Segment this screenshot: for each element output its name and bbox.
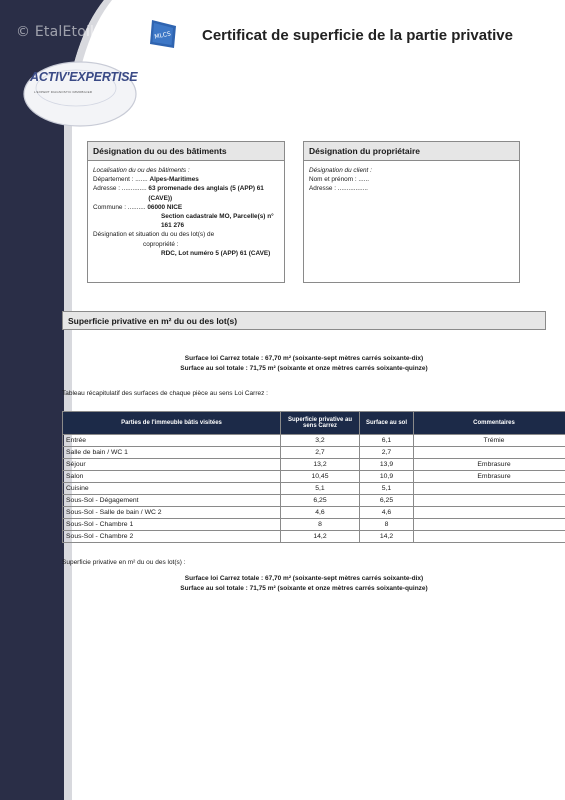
cell-partie: Sous-Sol - Salle de bain / WC 2 xyxy=(63,507,281,519)
cell-carrez: 10,45 xyxy=(281,471,360,483)
cell-partie: Sous-Sol - Dégagement xyxy=(63,495,281,507)
col-header-carrez: Superficie privative au sens Carrez xyxy=(281,412,360,435)
section-cadastrale-value: Section cadastrale MO, Parcelle(s) n° 161 276 xyxy=(161,213,274,230)
col-header-commentaires: Commentaires xyxy=(414,412,565,435)
cell-commentaire xyxy=(414,519,565,531)
logo-tagline: L'EXPERT DIAGNOSTIC IMMOBILIER xyxy=(34,90,93,94)
watermark-text: © EtalEtoile.co xyxy=(16,24,125,40)
table-intro: Tableau récapitulatif des surfaces de chaque pièce au sens Loi Carrez : xyxy=(62,390,268,397)
cell-sol: 6,25 xyxy=(360,495,414,507)
cell-partie: Sous-Sol - Chambre 2 xyxy=(63,531,281,543)
cell-partie: Entrée xyxy=(63,435,281,447)
total-sol-top: Surface au sol totale : 71,75 m² (soixante et onze mètres carrés soixante-quinze) xyxy=(180,365,428,372)
cell-commentaire: Trémie xyxy=(414,435,565,447)
cell-sol: 13,9 xyxy=(360,459,414,471)
cell-sol: 10,9 xyxy=(360,471,414,483)
owner-address-label: Adresse : ................. xyxy=(309,185,368,193)
departement-label: Département : ....... xyxy=(93,176,148,184)
cell-carrez: 6,25 xyxy=(281,495,360,507)
copropriete-label: copropriété : xyxy=(143,240,179,248)
totals-top xyxy=(62,354,546,374)
activ-expertise-logo xyxy=(20,58,140,130)
totals-bottom xyxy=(62,574,546,594)
cell-sol: 4,6 xyxy=(360,507,414,519)
cell-carrez: 3,2 xyxy=(281,435,360,447)
table-row xyxy=(63,495,565,507)
cell-carrez: 13,2 xyxy=(281,459,360,471)
cell-partie: Cuisine xyxy=(63,483,281,495)
cell-sol: 6,1 xyxy=(360,435,414,447)
cell-commentaire: Embrasure xyxy=(414,459,565,471)
cell-carrez: 14,2 xyxy=(281,531,360,543)
table-row xyxy=(63,507,565,519)
commune-value: 06000 NICE xyxy=(147,203,183,211)
cell-sol: 5,1 xyxy=(360,483,414,495)
cell-commentaire xyxy=(414,483,565,495)
cell-partie: Salon xyxy=(63,471,281,483)
designation-label: Désignation et situation du ou des lot(s) de xyxy=(93,231,215,239)
table-row xyxy=(63,435,565,447)
cell-sol: 14,2 xyxy=(360,531,414,543)
table-row xyxy=(63,447,565,459)
total-carrez-bottom: Surface loi Carrez totale : 67,70 m² (soixante-sept mètres carrés soixante-dix) xyxy=(184,575,424,582)
certificate-badge-icon xyxy=(146,16,182,52)
lot-value: RDC, Lot numéro 5 (APP) 61 (CAVE) xyxy=(161,249,271,257)
cell-commentaire xyxy=(414,495,565,507)
cell-sol: 8 xyxy=(360,519,414,531)
table-row xyxy=(63,471,565,483)
table-row xyxy=(63,483,565,495)
cell-carrez: 2,7 xyxy=(281,447,360,459)
table-row xyxy=(63,459,565,471)
total-carrez-top: Surface loi Carrez totale : 67,70 m² (soixante-sept mètres carrés soixante-dix) xyxy=(184,355,424,362)
after-table-label: Superficie privative en m² du ou des lot(s) : xyxy=(62,559,186,566)
badge-label: MLCS xyxy=(153,30,172,41)
logo-name: ACTIV'EXPERTISE xyxy=(30,70,138,84)
col-header-sol: Surface au sol xyxy=(360,412,414,435)
col-header-parties: Parties de l'immeuble bâtis visitées xyxy=(63,412,281,435)
buildings-box-header: Désignation du ou des bâtiments xyxy=(88,142,284,161)
total-sol-bottom: Surface au sol totale : 71,75 m² (soixante et onze mètres carrés soixante-quinze) xyxy=(180,585,428,592)
departement-value: Alpes-Maritimes xyxy=(149,176,199,184)
adresse-value: 63 promenade des anglais (5 (APP) 61 (CAVE)) xyxy=(148,185,264,202)
cell-commentaire xyxy=(414,447,565,459)
commune-label: Commune : .......... xyxy=(93,203,146,211)
cell-carrez: 8 xyxy=(281,519,360,531)
cell-partie: Salle de bain / WC 1 xyxy=(63,447,281,459)
cell-carrez: 5,1 xyxy=(281,483,360,495)
table-row xyxy=(63,531,565,543)
owner-box xyxy=(303,141,520,283)
owner-box-header: Désignation du propriétaire xyxy=(304,142,519,161)
cell-carrez: 4,6 xyxy=(281,507,360,519)
client-label: Désignation du client : xyxy=(309,167,372,174)
table-header-row xyxy=(63,412,565,435)
document-title: Certificat de superficie de la partie privative xyxy=(202,27,513,44)
cell-commentaire: Embrasure xyxy=(414,471,565,483)
cell-commentaire xyxy=(414,507,565,519)
owner-name-label: Nom et prénom : ...... xyxy=(309,176,370,184)
cell-sol: 2,7 xyxy=(360,447,414,459)
surfaces-table xyxy=(62,411,565,543)
cell-partie: Sous-Sol - Chambre 1 xyxy=(63,519,281,531)
superficie-section-header: Superficie privative en m² du ou des lot(s) xyxy=(62,311,546,330)
cell-partie: Séjour xyxy=(63,459,281,471)
adresse-label: Adresse : .............. xyxy=(93,185,147,193)
cell-commentaire xyxy=(414,531,565,543)
buildings-box xyxy=(87,141,285,283)
table-row xyxy=(63,519,565,531)
localisation-label: Localisation du ou des bâtiments : xyxy=(93,167,190,174)
